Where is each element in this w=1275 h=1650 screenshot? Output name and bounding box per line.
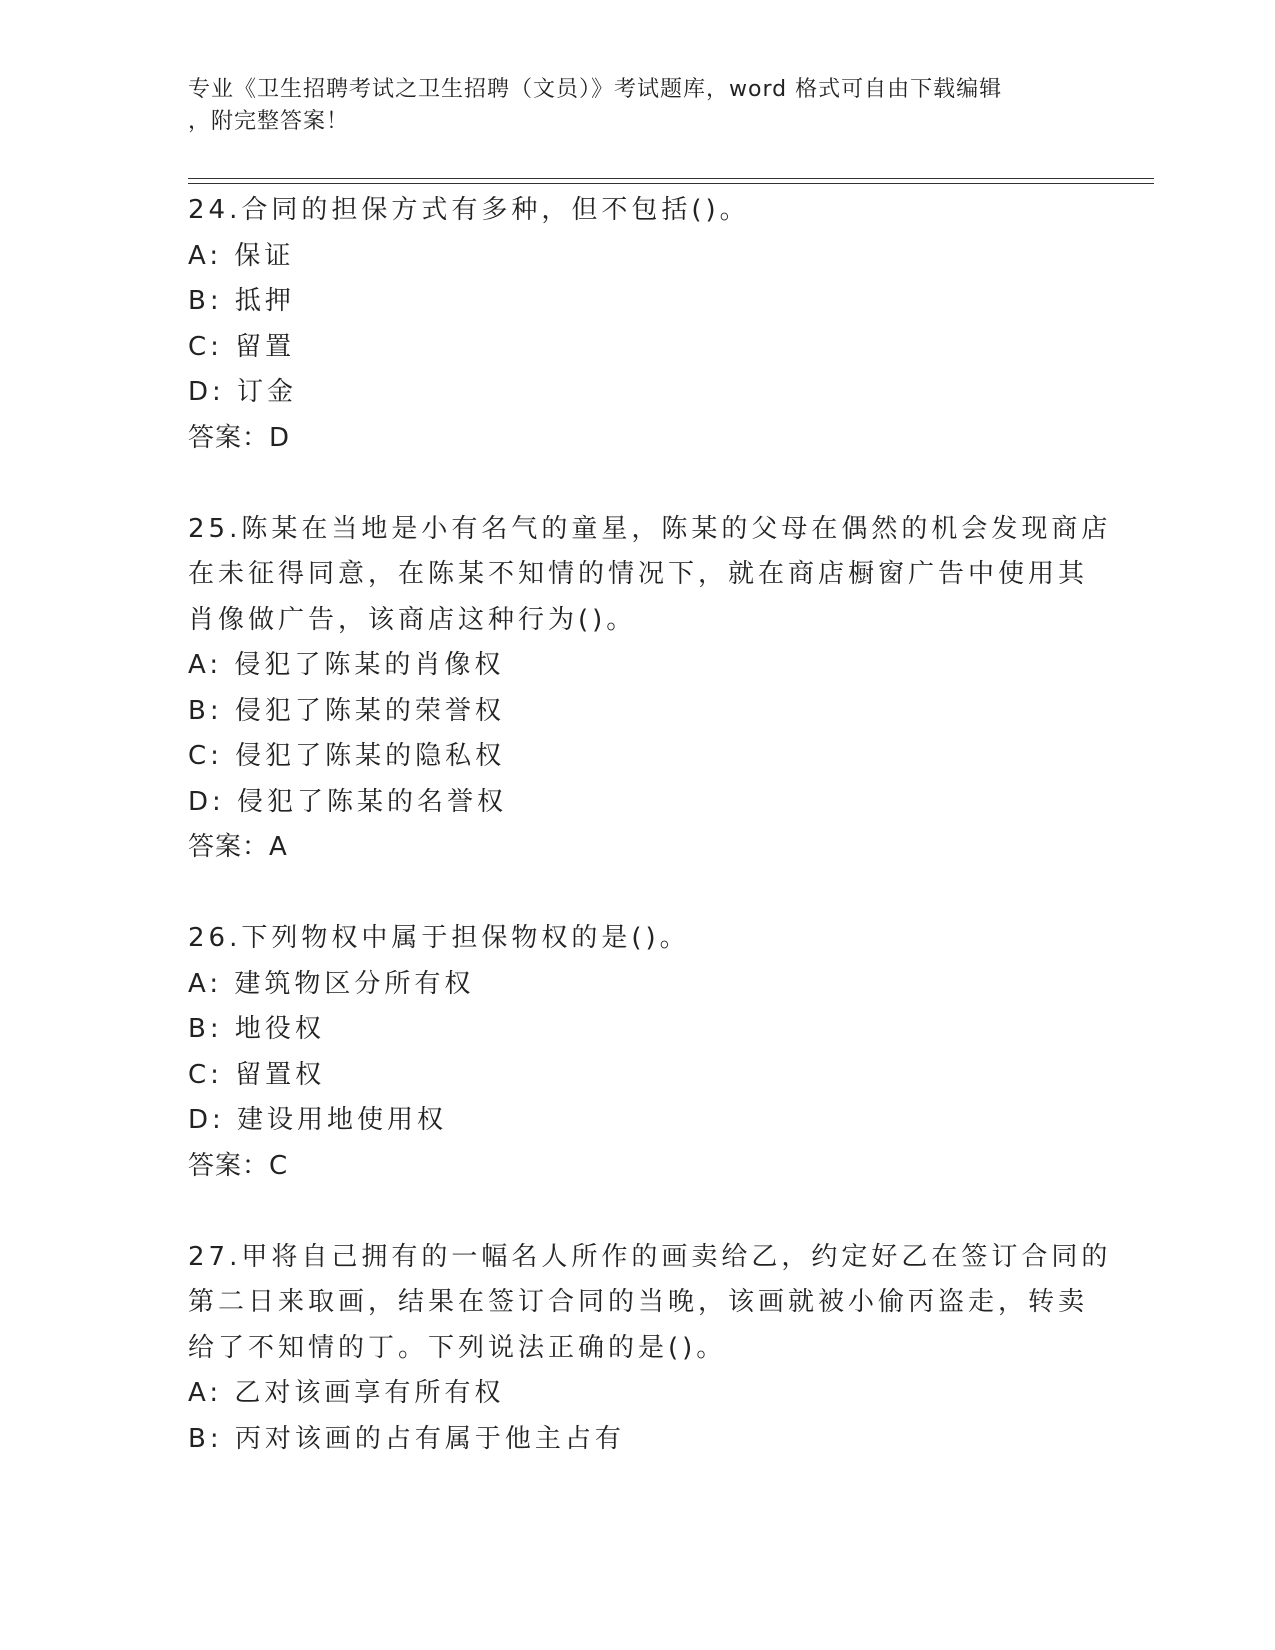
option-a: A: 侵犯了陈某的肖像权 <box>188 650 505 680</box>
option-b: B: 地役权 <box>188 1014 325 1044</box>
question-stem-line-3: 给了不知情的丁。下列说法正确的是()。 <box>188 1332 727 1363</box>
option-a: A: 建筑物区分所有权 <box>188 968 475 999</box>
question-27 <box>188 1235 1112 1463</box>
question-stem-line-1: 27.甲将自己拥有的一幅名人所作的画卖给乙，约定好乙在签订合同的 <box>188 1241 1112 1272</box>
header-line-1: 专业《卫生招聘考试之卫生招聘（文员）》考试题库，word 格式可自由下载编辑 <box>188 77 1003 102</box>
answer: 答案：D <box>188 422 291 453</box>
option-b: B: 抵押 <box>188 286 295 316</box>
question-stem: 26.下列物权中属于担保物权的是()。 <box>188 923 690 953</box>
spacer <box>188 1189 1088 1235</box>
header-divider-top <box>188 178 1154 179</box>
question-26 <box>188 916 1088 1189</box>
question-list <box>188 188 1112 1462</box>
option-d: D: 建设用地使用权 <box>188 1105 448 1135</box>
option-a: A: 乙对该画享有所有权 <box>188 1378 505 1408</box>
spacer <box>188 461 1088 507</box>
option-b: B: 侵犯了陈某的荣誉权 <box>188 695 505 726</box>
question-stem-line-3: 肖像做广告，该商店这种行为()。 <box>188 604 637 635</box>
spacer <box>188 871 1088 917</box>
option-c: C: 留置权 <box>188 1059 326 1090</box>
header-line-2: ，附完整答案！ <box>188 109 350 134</box>
question-stem-line-2: 第二日来取画，结果在签订合同的当晚，该画就被小偷丙盗走，转卖 <box>188 1287 1089 1317</box>
option-c: C: 侵犯了陈某的隐私权 <box>188 741 506 771</box>
option-d: D: 侵犯了陈某的名誉权 <box>188 786 508 817</box>
question-stem-line-1: 25.陈某在当地是小有名气的童星，陈某的父母在偶然的机会发现商店 <box>188 513 1112 544</box>
question-stem: 24.合同的担保方式有多种，但不包括()。 <box>188 195 750 225</box>
answer: 答案：C <box>188 1150 289 1181</box>
document-header <box>188 74 1088 138</box>
answer: 答案：A <box>188 832 288 862</box>
option-a: A: 保证 <box>188 240 295 271</box>
option-c: C: 留置 <box>188 331 296 362</box>
option-b: B: 丙对该画的占有属于他主占有 <box>188 1423 625 1454</box>
question-24 <box>188 188 1088 461</box>
question-stem-line-2: 在未征得同意，在陈某不知情的情况下，就在商店橱窗广告中使用其 <box>188 559 1089 589</box>
option-d: D: 订金 <box>188 377 298 407</box>
header-divider-bottom <box>188 183 1154 184</box>
question-25 <box>188 507 1112 871</box>
